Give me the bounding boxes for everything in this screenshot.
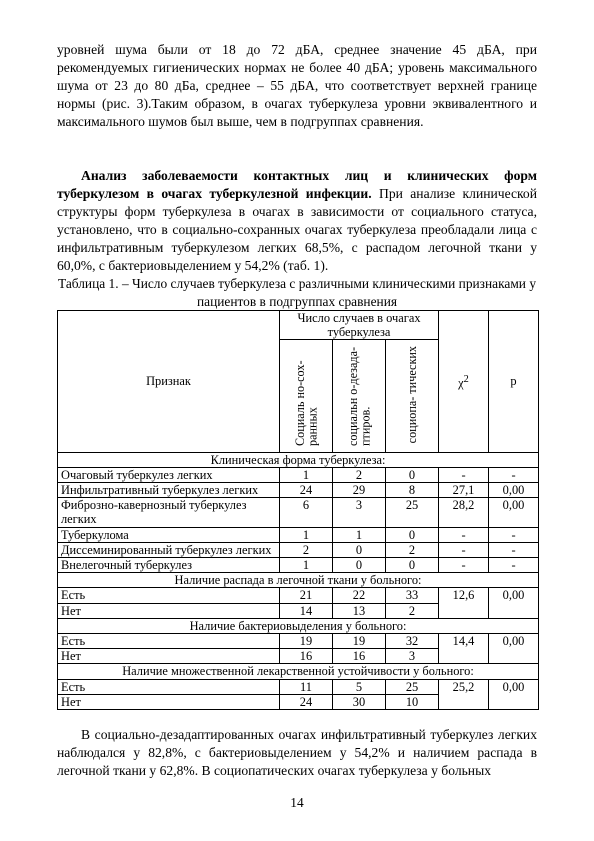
cell: 0,00 xyxy=(489,483,539,498)
cell: 1 xyxy=(280,558,333,573)
table-row xyxy=(58,467,539,482)
table-row xyxy=(58,498,539,527)
row-label: Очаговый туберкулез легких xyxy=(58,467,280,482)
header-col-sociopath xyxy=(386,340,439,452)
cell: 33 xyxy=(386,588,439,603)
cell: - xyxy=(489,558,539,573)
cell: 6 xyxy=(280,498,333,527)
cell: 24 xyxy=(280,483,333,498)
cell: 13 xyxy=(333,603,386,618)
cell: 22 xyxy=(333,588,386,603)
header-col-social-text: Социаль но-сох- ранных xyxy=(292,360,319,447)
header-group: Число случаев в очагах туберкулеза xyxy=(280,311,439,340)
row-label: Фиброзно-кавернозный туберкулез легких xyxy=(58,498,280,527)
cell: 2 xyxy=(333,467,386,482)
table-row xyxy=(58,542,539,557)
cell: 10 xyxy=(386,694,439,709)
table-caption: Таблица 1. – Число случаев туберкулеза с различными клиническими признаками у пациентов в подгруппах сравнения xyxy=(57,276,537,309)
table-row xyxy=(58,634,539,649)
cell: 8 xyxy=(386,483,439,498)
cell: 24 xyxy=(280,694,333,709)
cell: 3 xyxy=(333,498,386,527)
cell: - xyxy=(439,527,489,542)
cell: 11 xyxy=(280,679,333,694)
cell: 21 xyxy=(280,588,333,603)
section-bacteria: Наличие бактериовыделения у больного: xyxy=(58,618,539,633)
row-label: Туберкулома xyxy=(58,527,280,542)
cell: 0,00 xyxy=(489,498,539,527)
cell: 0,00 xyxy=(489,679,539,709)
row-label: Нет xyxy=(58,603,280,618)
cell: 0 xyxy=(333,558,386,573)
cell: 1 xyxy=(333,527,386,542)
cell: - xyxy=(439,467,489,482)
cell: 2 xyxy=(280,542,333,557)
cell: 2 xyxy=(386,542,439,557)
chi-superscript: 2 xyxy=(463,373,469,385)
chi-symbol: χ xyxy=(458,375,464,390)
paragraph-bold-lead: Анализ заболеваемости контактных лиц и клинических форм туберкулезом в очагах туберкулезной инфекции. xyxy=(57,168,537,202)
cell: 25 xyxy=(386,498,439,527)
cell: 29 xyxy=(333,483,386,498)
table-row xyxy=(58,527,539,542)
cell: 0 xyxy=(386,558,439,573)
cell: 1 xyxy=(280,467,333,482)
cell: 0,00 xyxy=(489,634,539,664)
section-mdr: Наличие множественной лекарственной устойчивости у больного: xyxy=(58,664,539,679)
cell: 0,00 xyxy=(489,588,539,618)
data-table xyxy=(57,310,539,710)
cell: 16 xyxy=(333,649,386,664)
row-label: Есть xyxy=(58,588,280,603)
cell: 19 xyxy=(280,634,333,649)
cell: 0 xyxy=(386,527,439,542)
header-col-desadapt xyxy=(333,340,386,452)
cell: 14 xyxy=(280,603,333,618)
row-label: Инфильтративный туберкулез легких xyxy=(58,483,280,498)
row-label: Внелегочный туберкулез xyxy=(58,558,280,573)
section-destruction: Наличие распада в легочной ткани у больного: xyxy=(58,573,539,588)
table-row xyxy=(58,588,539,603)
cell: 0 xyxy=(333,542,386,557)
row-label: Есть xyxy=(58,634,280,649)
row-label: Нет xyxy=(58,649,280,664)
section-clinical-form: Клиническая форма туберкулеза: xyxy=(58,452,539,467)
cell: 16 xyxy=(280,649,333,664)
cell: - xyxy=(489,542,539,557)
cell: 12,6 xyxy=(439,588,489,618)
cell: - xyxy=(439,542,489,557)
cell: 28,2 xyxy=(439,498,489,527)
header-col-sociopath-text: социопа- тических xyxy=(404,345,419,444)
cell: - xyxy=(489,527,539,542)
row-label: Диссеминированный туберкулез легких xyxy=(58,542,280,557)
cell: 25,2 xyxy=(439,679,489,709)
page-number: 14 xyxy=(290,795,304,810)
cell: 0 xyxy=(386,467,439,482)
header-chi xyxy=(439,311,489,453)
cell: 14,4 xyxy=(439,634,489,664)
cell: 25 xyxy=(386,679,439,694)
cell: 19 xyxy=(333,634,386,649)
paragraph-desadapted: В социально-дезадаптированных очагах инфильтративный туберкулез легких наблюдался у 82,8%, с бактериовыделением у 54,2% и наличием распада в легочной ткани у 62,8%. В социопатических очагах туберкулеза у больных xyxy=(57,727,537,779)
cell: 27,1 xyxy=(439,483,489,498)
header-col-social xyxy=(280,340,333,452)
table-row xyxy=(58,558,539,573)
cell: - xyxy=(489,467,539,482)
header-col-desadapt-text: социальн о-дезада- птиров. xyxy=(345,347,372,447)
paragraph-body: При анализе клинической структуры форм туберкулеза в очагах в зависимости от социального статуса, установлено, что в социально-сохранных очагах туберкулеза преобладали лица с инфильтративным туберкулезом легких 68,5%, с распадом легочной ткани у 60,0%, с бактериовыделением у 54,2% (таб. 1). xyxy=(57,186,537,274)
cell: 3 xyxy=(386,649,439,664)
cell: 2 xyxy=(386,603,439,618)
row-label: Есть xyxy=(58,679,280,694)
cell: - xyxy=(439,558,489,573)
paragraph-morbidity-analysis xyxy=(57,167,537,276)
row-label: Нет xyxy=(58,694,280,709)
header-p: р xyxy=(489,311,539,453)
cell: 30 xyxy=(333,694,386,709)
paragraph-noise-levels: уровней шума были от 18 до 72 дБА, среднее значение 45 дБА, при рекомендуемых гигиенических нормах не более 40 дБА; уровень максимального шума от 23 до 80 дБа, среднее – 55 дБА, что соответствует верхней границе нормы (рис. 3).Таким образом, в очагах туберкулеза уровни эквивалентного и максимального шумов был выше, чем в подгруппах сравнения. xyxy=(57,42,537,130)
table-row xyxy=(58,483,539,498)
cell: 32 xyxy=(386,634,439,649)
cell: 1 xyxy=(280,527,333,542)
cell: 5 xyxy=(333,679,386,694)
header-sign: Признак xyxy=(58,311,280,453)
table-row xyxy=(58,679,539,694)
